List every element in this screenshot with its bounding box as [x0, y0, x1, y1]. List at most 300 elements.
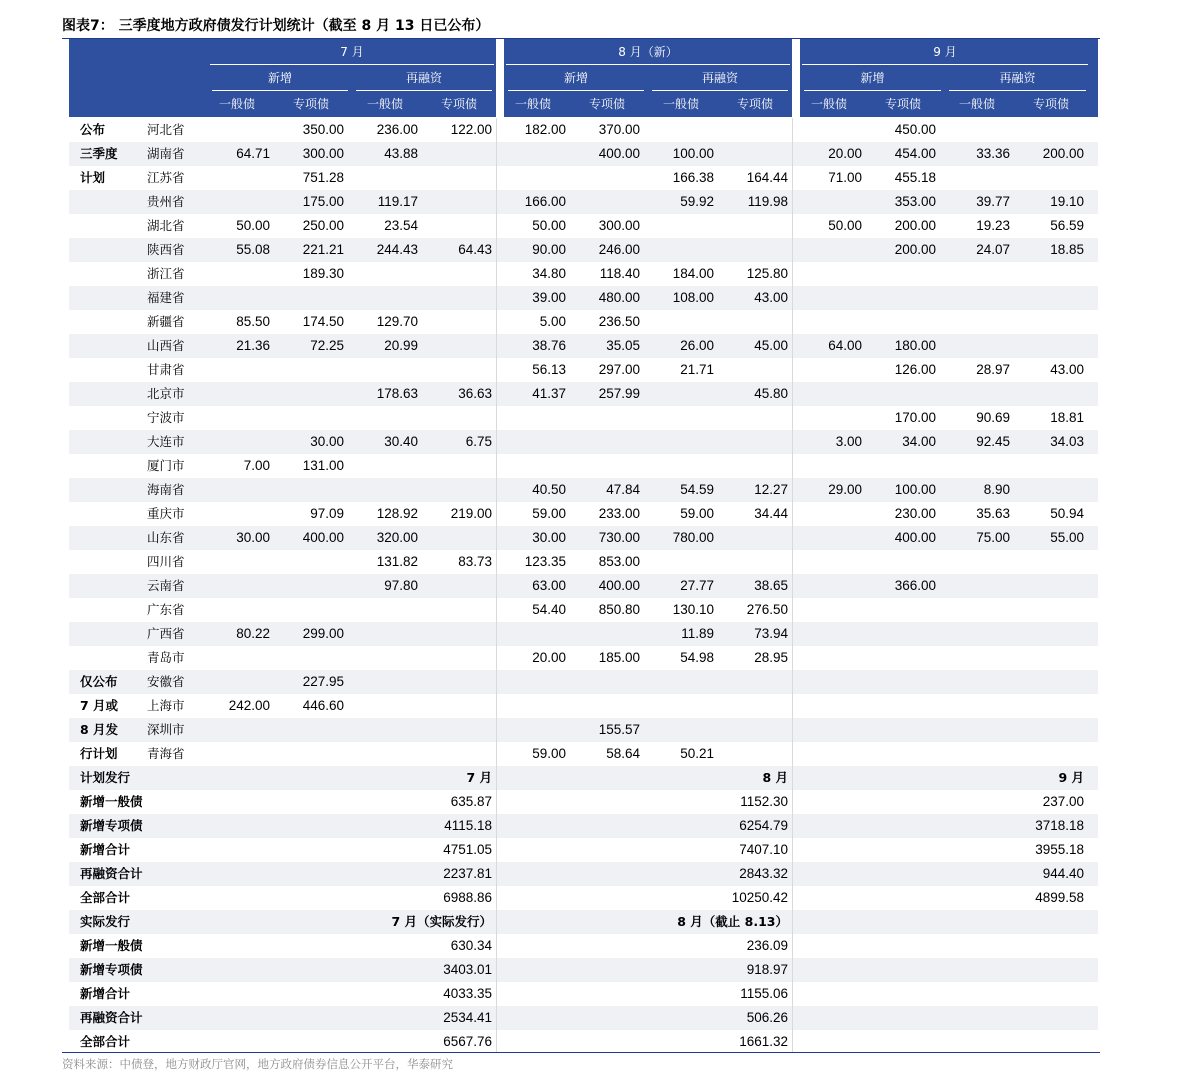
province-name: 浙江省	[147, 266, 185, 281]
value-cell	[422, 718, 492, 742]
value-cell	[200, 646, 270, 670]
value-cell: 8.90	[983, 482, 1010, 497]
header-general-bond: 一般债	[810, 97, 847, 111]
value-cell	[348, 166, 418, 190]
value-cell	[422, 694, 492, 718]
value-cell: 370.00	[598, 122, 640, 137]
actual_summary-value: 1661.32	[739, 1034, 788, 1049]
value-cell: 19.10	[1050, 194, 1084, 209]
value-cell: 59.00	[532, 506, 566, 521]
value-cell	[422, 214, 492, 238]
value-cell	[422, 262, 492, 286]
value-cell	[496, 622, 566, 646]
value-cell	[866, 454, 936, 478]
value-cell	[792, 622, 862, 646]
value-cell: 126.00	[894, 362, 936, 377]
value-cell: 59.00	[680, 506, 714, 521]
value-cell: 85.50	[236, 314, 270, 329]
value-cell: 128.92	[376, 506, 418, 521]
value-cell: 236.00	[376, 122, 418, 137]
header-category-new: 新增	[860, 71, 885, 85]
value-cell	[644, 214, 714, 238]
value-cell: 184.00	[672, 266, 714, 281]
actual_summary-label: 实际发行	[80, 914, 131, 929]
value-cell	[866, 622, 936, 646]
value-cell: 853.00	[598, 554, 640, 569]
value-cell	[274, 574, 344, 598]
header-general-bond: 一般债	[662, 97, 699, 111]
value-cell: 200.00	[894, 218, 936, 233]
value-cell	[940, 622, 1010, 646]
value-cell: 39.77	[976, 194, 1010, 209]
value-cell	[940, 574, 1010, 598]
value-cell	[1014, 454, 1084, 478]
value-cell	[792, 358, 862, 382]
value-cell	[348, 646, 418, 670]
value-cell	[644, 382, 714, 406]
table-row	[69, 718, 1098, 742]
value-cell	[570, 670, 640, 694]
value-cell	[496, 670, 566, 694]
value-cell	[644, 238, 714, 262]
province-name: 湖北省	[147, 218, 185, 233]
value-cell	[200, 430, 270, 454]
province-name: 深圳市	[147, 722, 185, 737]
value-cell	[496, 430, 566, 454]
value-cell	[866, 550, 936, 574]
value-cell	[940, 118, 1010, 142]
header-general-bond: 一般债	[958, 97, 995, 111]
value-cell: 131.82	[376, 554, 418, 569]
province-name: 宁波市	[147, 410, 185, 425]
actual_summary-value: 630.34	[450, 938, 492, 953]
value-cell: 97.80	[384, 578, 418, 593]
value-cell	[422, 478, 492, 502]
value-cell	[422, 670, 492, 694]
value-cell	[200, 118, 270, 142]
value-cell	[1014, 622, 1084, 646]
plan_summary-row	[69, 838, 1098, 862]
province-name: 湖南省	[147, 146, 185, 161]
value-cell: 90.69	[976, 410, 1010, 425]
value-cell	[718, 118, 788, 142]
value-cell: 45.80	[754, 386, 788, 401]
value-cell: 131.00	[302, 458, 344, 473]
value-cell	[200, 574, 270, 598]
value-cell: 40.50	[532, 482, 566, 497]
table-row	[69, 238, 1098, 262]
table-row	[69, 454, 1098, 478]
header-category-new: 新增	[563, 71, 588, 85]
value-cell	[570, 430, 640, 454]
value-cell	[940, 310, 1010, 334]
value-cell	[792, 262, 862, 286]
actual_summary-row-label: 新增专项债	[80, 962, 143, 977]
header-rule	[212, 90, 348, 91]
value-cell	[570, 406, 640, 430]
header-general-bond: 一般债	[514, 97, 551, 111]
value-cell	[1014, 118, 1084, 142]
value-cell: 64.00	[828, 338, 862, 353]
value-cell: 174.50	[302, 314, 344, 329]
value-cell: 92.45	[976, 434, 1010, 449]
value-cell: 189.30	[302, 266, 344, 281]
value-cell	[1014, 694, 1084, 718]
value-cell	[792, 238, 862, 262]
value-cell	[718, 358, 788, 382]
value-cell	[718, 214, 788, 238]
value-cell: 47.84	[606, 482, 640, 497]
value-cell	[274, 742, 344, 766]
value-cell	[644, 310, 714, 334]
value-cell: 480.00	[598, 290, 640, 305]
plan_summary-row	[69, 790, 1098, 814]
value-cell	[940, 718, 1010, 742]
province-name: 甘肃省	[147, 362, 185, 377]
value-cell: 130.10	[672, 602, 714, 617]
value-cell	[348, 598, 418, 622]
value-cell: 6.75	[465, 434, 492, 449]
plan_summary-month-header: 9 月	[1058, 770, 1084, 785]
actual_summary-value: 2534.41	[443, 1010, 492, 1025]
header-rule	[802, 64, 1088, 65]
province-name: 山西省	[147, 338, 185, 353]
table-row	[69, 406, 1098, 430]
value-cell	[792, 310, 862, 334]
table-row	[69, 166, 1098, 190]
value-cell	[422, 454, 492, 478]
value-cell	[1014, 334, 1084, 358]
province-name: 青海省	[147, 746, 185, 761]
value-cell	[274, 478, 344, 502]
value-cell	[792, 118, 862, 142]
value-cell	[644, 670, 714, 694]
value-cell: 233.00	[598, 506, 640, 521]
value-cell: 30.40	[384, 434, 418, 449]
value-cell	[940, 550, 1010, 574]
value-cell: 63.00	[532, 578, 566, 593]
value-cell: 38.76	[532, 338, 566, 353]
value-cell	[274, 382, 344, 406]
value-cell	[496, 694, 566, 718]
value-cell	[422, 310, 492, 334]
value-cell: 450.00	[894, 122, 936, 137]
table-row	[69, 694, 1098, 718]
value-cell: 36.63	[458, 386, 492, 401]
value-cell	[200, 190, 270, 214]
value-cell	[866, 742, 936, 766]
value-cell	[274, 358, 344, 382]
value-cell	[422, 166, 492, 190]
value-cell	[792, 526, 862, 550]
value-cell: 34.80	[532, 266, 566, 281]
value-cell	[644, 454, 714, 478]
value-cell: 50.94	[1050, 506, 1084, 521]
actual_summary-value: 6567.76	[443, 1034, 492, 1049]
value-cell: 400.00	[598, 578, 640, 593]
value-cell: 50.00	[828, 218, 862, 233]
value-cell	[422, 190, 492, 214]
province-name: 厦门市	[147, 458, 185, 473]
value-cell: 320.00	[376, 530, 418, 545]
value-cell	[792, 598, 862, 622]
value-cell	[1014, 742, 1084, 766]
value-cell	[570, 454, 640, 478]
table-row	[69, 262, 1098, 286]
value-cell: 54.40	[532, 602, 566, 617]
plan_summary-row	[69, 886, 1098, 910]
value-cell	[1014, 718, 1084, 742]
value-cell: 230.00	[894, 506, 936, 521]
value-cell: 257.99	[598, 386, 640, 401]
value-cell: 242.00	[228, 698, 270, 713]
province-name: 上海市	[147, 698, 185, 713]
plan_summary-value: 3718.18	[1035, 818, 1084, 833]
value-cell	[200, 742, 270, 766]
plan_summary-value: 635.87	[450, 794, 492, 809]
actual_summary-row	[69, 1030, 1098, 1054]
actual_summary-month-header: 8 月（截止 8.13）	[677, 914, 788, 929]
value-cell	[718, 526, 788, 550]
header-rule	[804, 90, 941, 91]
value-cell	[940, 262, 1010, 286]
plan_summary-label: 计划发行	[80, 770, 131, 785]
value-cell: 55.08	[236, 242, 270, 257]
table-row	[69, 214, 1098, 238]
value-cell	[570, 622, 640, 646]
value-cell	[866, 598, 936, 622]
province-name: 青岛市	[147, 650, 185, 665]
value-cell	[792, 190, 862, 214]
value-cell: 50.00	[532, 218, 566, 233]
table-row	[69, 310, 1098, 334]
value-cell	[274, 646, 344, 670]
value-cell: 20.00	[532, 650, 566, 665]
plan_summary-row-label: 再融资合计	[80, 866, 143, 881]
value-cell: 780.00	[672, 530, 714, 545]
value-cell	[422, 574, 492, 598]
value-cell	[200, 598, 270, 622]
group-label-published: 三季度	[80, 146, 118, 161]
value-cell: 45.00	[754, 338, 788, 353]
value-cell	[866, 670, 936, 694]
value-cell: 90.00	[532, 242, 566, 257]
value-cell: 28.97	[976, 362, 1010, 377]
value-cell	[792, 694, 862, 718]
value-cell	[792, 646, 862, 670]
value-cell: 297.00	[598, 362, 640, 377]
value-cell: 178.63	[376, 386, 418, 401]
value-cell: 125.80	[746, 266, 788, 281]
header-special-bond: 专项债	[1032, 97, 1069, 111]
header-rule	[949, 90, 1086, 91]
value-cell: 175.00	[302, 194, 344, 209]
group-label-partial: 8 月发	[80, 722, 119, 737]
actual_summary-row-label: 新增一般债	[80, 938, 143, 953]
plan_summary-value: 3955.18	[1035, 842, 1084, 857]
province-name: 江苏省	[147, 170, 185, 185]
value-cell	[348, 454, 418, 478]
value-cell: 23.54	[384, 218, 418, 233]
header-general-bond: 一般债	[218, 97, 255, 111]
plan_summary-value: 944.40	[1042, 866, 1084, 881]
actual_summary-row	[69, 1006, 1098, 1030]
plan_summary-value: 237.00	[1042, 794, 1084, 809]
header-general-bond: 一般债	[366, 97, 403, 111]
header-rule	[508, 90, 644, 91]
value-cell	[348, 262, 418, 286]
value-cell	[940, 742, 1010, 766]
table-row	[69, 118, 1098, 142]
value-cell	[1014, 598, 1084, 622]
source-note: 资料来源：中债登，地方财政厅官网，地方政府债券信息公开平台，华泰研究	[62, 1057, 453, 1071]
value-cell: 400.00	[894, 530, 936, 545]
value-cell: 21.36	[236, 338, 270, 353]
value-cell: 100.00	[672, 146, 714, 161]
value-cell: 180.00	[894, 338, 936, 353]
value-cell: 119.98	[747, 194, 788, 209]
value-cell	[274, 286, 344, 310]
value-cell: 58.64	[606, 746, 640, 761]
value-cell: 19.23	[976, 218, 1010, 233]
province-name: 重庆市	[147, 506, 185, 521]
value-cell	[496, 406, 566, 430]
table-row	[69, 742, 1098, 766]
value-cell	[718, 742, 788, 766]
actual_summary-value: 3403.01	[443, 962, 492, 977]
value-cell: 164.44	[746, 170, 788, 185]
value-cell	[570, 694, 640, 718]
value-cell	[422, 646, 492, 670]
value-cell	[644, 694, 714, 718]
value-cell	[792, 406, 862, 430]
group-label-partial: 仅公布	[80, 674, 118, 689]
value-cell	[274, 718, 344, 742]
header-rule	[210, 64, 494, 65]
value-cell	[718, 430, 788, 454]
province-name: 海南省	[147, 482, 185, 497]
province-name: 山东省	[147, 530, 185, 545]
value-cell: 30.00	[310, 434, 344, 449]
value-cell	[200, 502, 270, 526]
table-row	[69, 382, 1098, 406]
value-cell: 123.35	[524, 554, 566, 569]
value-cell: 455.18	[894, 170, 936, 185]
value-cell: 118.40	[599, 266, 640, 281]
group-label-published: 计划	[80, 170, 106, 185]
group-label-partial: 行计划	[80, 746, 118, 761]
table-row	[69, 478, 1098, 502]
plan_summary-value: 6988.86	[443, 890, 492, 905]
value-cell: 300.00	[598, 218, 640, 233]
value-cell	[792, 670, 862, 694]
province-name: 广西省	[147, 626, 185, 641]
table-row	[69, 526, 1098, 550]
value-cell: 26.00	[680, 338, 714, 353]
value-cell	[940, 646, 1010, 670]
value-cell	[792, 742, 862, 766]
province-name: 广东省	[147, 602, 185, 617]
value-cell	[200, 286, 270, 310]
value-cell	[200, 262, 270, 286]
value-cell	[940, 166, 1010, 190]
value-cell: 21.71	[680, 362, 714, 377]
value-cell	[348, 742, 418, 766]
value-cell	[718, 142, 788, 166]
header-category-refi: 再融资	[405, 71, 442, 85]
value-cell: 43.88	[384, 146, 418, 161]
value-cell	[348, 622, 418, 646]
actual_summary-value: 506.26	[746, 1010, 788, 1025]
group-label-partial: 7 月或	[80, 698, 119, 713]
value-cell	[422, 742, 492, 766]
actual_summary-month-header: 7 月（实际发行）	[391, 914, 492, 929]
value-cell: 20.00	[828, 146, 862, 161]
province-name: 云南省	[147, 578, 185, 593]
value-cell	[940, 454, 1010, 478]
value-cell	[718, 454, 788, 478]
value-cell: 299.00	[302, 626, 344, 641]
value-cell	[200, 382, 270, 406]
value-cell: 27.77	[680, 578, 714, 593]
value-cell	[422, 358, 492, 382]
value-cell: 34.44	[754, 506, 788, 521]
value-cell	[348, 694, 418, 718]
value-cell: 400.00	[598, 146, 640, 161]
value-cell: 28.95	[754, 650, 788, 665]
value-cell: 33.36	[976, 146, 1010, 161]
value-cell: 166.00	[524, 194, 566, 209]
header-category-refi: 再融资	[999, 71, 1036, 85]
value-cell	[1014, 670, 1084, 694]
value-cell	[348, 478, 418, 502]
value-cell	[200, 670, 270, 694]
value-cell	[792, 574, 862, 598]
value-cell: 129.70	[376, 314, 418, 329]
plan_summary-header-row	[69, 766, 1098, 790]
value-cell	[200, 406, 270, 430]
value-cell: 350.00	[302, 122, 344, 137]
value-cell: 54.59	[680, 482, 714, 497]
value-cell	[792, 382, 862, 406]
value-cell: 300.00	[302, 146, 344, 161]
value-cell	[348, 670, 418, 694]
value-cell	[866, 646, 936, 670]
province-name: 四川省	[147, 554, 185, 569]
table-row	[69, 670, 1098, 694]
value-cell	[422, 142, 492, 166]
value-cell	[348, 718, 418, 742]
value-cell	[1014, 646, 1084, 670]
actual_summary-header-row	[69, 910, 1098, 934]
value-cell	[1014, 286, 1084, 310]
plan_summary-value: 7407.10	[739, 842, 788, 857]
value-cell	[644, 430, 714, 454]
value-cell	[718, 670, 788, 694]
value-cell: 236.50	[598, 314, 640, 329]
value-cell	[274, 550, 344, 574]
value-cell: 18.85	[1050, 242, 1084, 257]
province-name: 贵州省	[147, 194, 185, 209]
value-cell	[422, 406, 492, 430]
value-cell: 108.00	[672, 290, 714, 305]
value-cell: 850.80	[598, 602, 640, 617]
value-cell: 83.73	[458, 554, 492, 569]
plan_summary-row	[69, 814, 1098, 838]
table-row	[69, 334, 1098, 358]
value-cell: 64.71	[236, 146, 270, 161]
value-cell: 11.89	[681, 626, 714, 641]
